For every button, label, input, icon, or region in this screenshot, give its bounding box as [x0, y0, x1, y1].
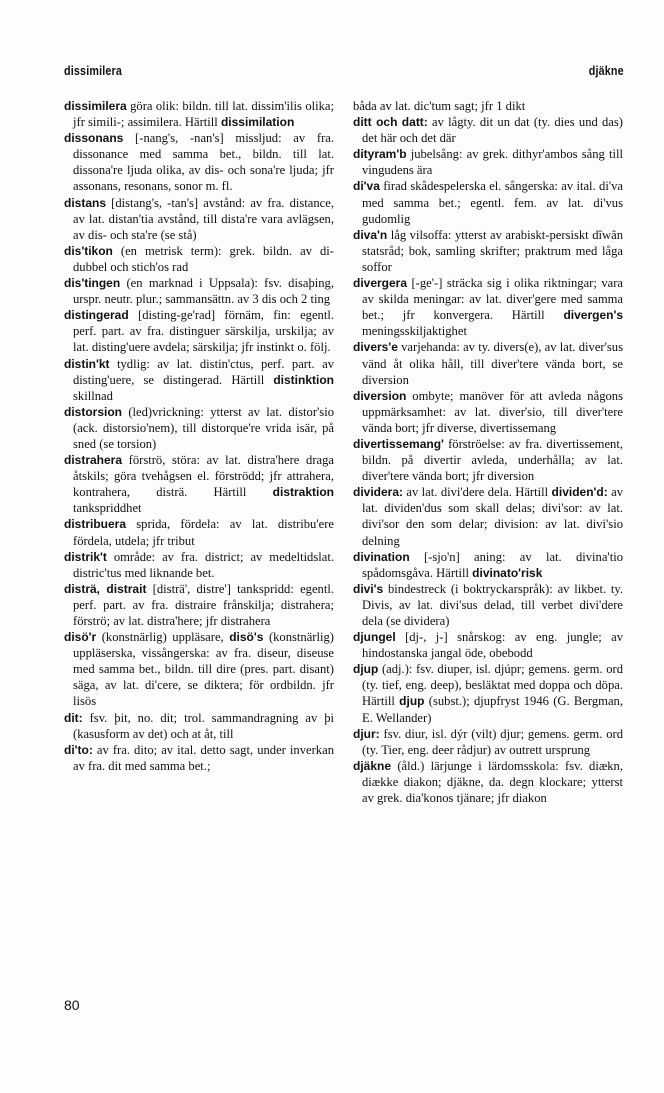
- entry-definition: jubelsång: av grek. dithyr'ambos sång till vingudens ära: [362, 147, 623, 178]
- entry-derived-word: divergen's: [563, 308, 623, 323]
- entry-headword: djäkne: [353, 758, 392, 773]
- entry-definition: [dj-, j-] snårskog: av eng. jungle; av hindostanska jangal öde, obebodd: [362, 630, 623, 661]
- entry-headword: djungel: [353, 630, 396, 645]
- page-number: 80: [64, 997, 80, 1013]
- dictionary-entry: [353, 98, 623, 114]
- entry-definition-tail: (konstnärlig) uppläserska, vissångerska: av fra. diseur, diseuse med samma bet., bildn. till dire (pres. part. disant) säga, av lat. di'cere, se diktera; för ordbildn. jfr lisös: [73, 630, 334, 709]
- entry-definition: av lat. divi'dere dela. Härtill: [403, 485, 552, 500]
- entry-derived-word: distinktion: [273, 372, 334, 387]
- entry-headword: di'to:: [64, 742, 93, 757]
- entry-headword: distingerad: [64, 308, 129, 323]
- entry-definition: [distang's, -tan's] avstånd: av fra. distance, av lat. distan'tia avstånd, till dista're vara avlägsen, av dis- och sta're (se stå): [73, 195, 334, 242]
- entry-headword: dityram'b: [353, 147, 407, 162]
- entry-headword: distribuera: [64, 517, 127, 532]
- entry-definition: (konstnärlig) uppläsare,: [96, 630, 230, 645]
- dictionary-entry: [353, 178, 623, 226]
- entry-definition: fsv. þit, no. dit; trol. sammandragning av þi (kasusform av det) och at åt, till: [73, 710, 334, 741]
- entry-definition: förströ, störa: av lat. distra'here draga åtskils; göra tvehågsen el. förströdd; jfr attrahera, kontrahera, disträ. Härtill: [73, 453, 334, 500]
- dictionary-entry: [64, 356, 334, 404]
- dictionary-entry: [64, 710, 334, 742]
- entry-derived-word: djup: [399, 694, 425, 709]
- entry-headword: disträ, distrait: [64, 581, 147, 596]
- dictionary-entry: [353, 581, 623, 629]
- entry-definition: (adj.): fsv. diuper, isl. djúpr; gemens. germ. ord (ty. tief, eng. deep), besläktat med doppa och döpa. Härtill: [362, 662, 623, 709]
- dictionary-entry: [64, 98, 334, 130]
- entry-headword: distrahera: [64, 453, 123, 468]
- entry-definition: [-ge'-] sträcka sig i olika riktningar; vara av skilda meningar: av lat. diver'gere med samma bet.; jfr konvergera. Härtill: [362, 276, 623, 323]
- right-column: [353, 98, 623, 806]
- entry-headword: distorsion: [64, 404, 123, 419]
- entry-headword: dit:: [64, 710, 83, 725]
- entry-definition: tydlig: av lat. distin'ctus, perf. part. av disting'uere, se distingerad. Härtill: [73, 356, 334, 387]
- right-guide-word: djäkne: [588, 64, 624, 78]
- entry-headword: divergera: [353, 276, 408, 291]
- entry-definition: sprida, fördela: av lat. distribu'ere fördela, utdela; jfr tribut: [73, 517, 334, 548]
- entry-headword: djur:: [353, 726, 380, 741]
- dictionary-entry: [353, 549, 623, 581]
- entry-definition: område: av fra. district; av medeltidslat. distric'tus med liknande bet.: [73, 549, 334, 580]
- entry-definition: (led)vrickning: ytterst av lat. distor'sio (ack. distorsio'nem), till distorque're vrida isär, på sned (se torsion): [73, 404, 334, 451]
- dictionary-entry: [353, 114, 623, 146]
- entry-definition: firad skådespelerska el. sångerska: av ital. di'va med samma bet.; egentl. fem. av lat. di'vus gudomlig: [362, 179, 623, 226]
- dictionary-entry: [353, 661, 623, 725]
- dictionary-entry: [64, 195, 334, 243]
- entry-headword: diversion: [353, 388, 407, 403]
- entry-headword: divers'e: [353, 340, 398, 355]
- dictionary-entry: [64, 516, 334, 548]
- entry-headword: djup: [353, 662, 379, 677]
- entry-headword: distrik't: [64, 549, 107, 564]
- dictionary-entry: [64, 549, 334, 581]
- dictionary-entry: [353, 726, 623, 758]
- dictionary-entry: [64, 581, 334, 629]
- entry-definition: (en marknad i Uppsala): fsv. disaþing, urspr. neutr. plur.; sammansättn. av 3 dis och 2 ting: [73, 276, 334, 307]
- entry-definition: fsv. diur, isl. dýr (vilt) djur; gemens. germ. ord (ty. Tier, eng. deer rådjur) av outrett ursprung: [362, 726, 623, 757]
- dictionary-entry: [64, 275, 334, 307]
- entry-headword: dissimilera: [64, 99, 127, 113]
- dictionary-entry: [64, 452, 334, 516]
- entry-headword: ditt och datt:: [353, 115, 428, 130]
- entry-derived-word: dissimilation: [220, 115, 295, 130]
- entry-headword: divi's: [353, 581, 384, 596]
- left-guide-word: dissimilera: [64, 64, 123, 78]
- entry-definition: förströelse: av fra. divertissement, bildn. på divertir avleda, underhålla; av lat. diver'tere vända bort; jfr diversion: [362, 436, 623, 484]
- entry-definition: (en metrisk term): grek. bildn. av di- dubbel och stich'os rad: [73, 243, 334, 274]
- entry-definition: [-nang's, -nan's] missljud: av fra. dissonance med samma bet., bildn. till lat. dissona're ljuda olika, av dis- och sona're ljuda; jfr assonans, resonans, sonor m. fl.: [73, 131, 334, 194]
- dictionary-entry: [64, 629, 334, 709]
- entry-headword: distans: [64, 195, 107, 210]
- entry-definition: [disträ', distre'] tankspridd: egentl. perf. part. av fra. distraire frånskilja; distrahera; förströ; av lat. distra'here; jfr distrahera: [73, 581, 335, 628]
- entry-definition: ombyte; manöver för att avleda någons uppmärksamhet: av lat. diver'sio, till diver'tere vända bort; jfr diverse, divertissemang: [362, 388, 623, 435]
- dictionary-entry: [353, 436, 623, 484]
- entry-definition: (åld.) lärjunge i lärdomsskola: fsv. diækn, diække diakon; djäkne, da. degn klockare; ytterst av grek. dia'konos tjänare; jfr diakon: [362, 758, 623, 806]
- dictionary-entry: [64, 404, 334, 452]
- dictionary-entry: [353, 484, 623, 548]
- dictionary-entry: [353, 146, 623, 178]
- entry-derived-word: distraktion: [272, 485, 334, 500]
- entry-definition-tail: tankspriddhet: [73, 501, 142, 516]
- entry-definition: låg vilsoffa: ytterst av arabiskt-persiskt dîwân statsråd; bok, samling skrifter; praktrum med låga soffor: [362, 227, 623, 274]
- entry-definition: bindestreck (i boktryckarspråk): av likbet. ty. Divis, av lat. divi'sus delad, till verbet divi'dere dela (se dividera): [362, 581, 623, 628]
- left-column: [64, 98, 334, 774]
- entry-definition: varjehanda: av ty. divers(e), av lat. diver'sus vänd åt olika håll, till diver'tere vända bort, se diversion: [362, 340, 623, 387]
- entry-definition: av lågty. dit un dat (ty. dies und das) det här och det där: [362, 115, 623, 146]
- running-header: [64, 64, 624, 80]
- entry-definition: [-sjo'n] aning: av lat. divina'tio spådomsgåva. Härtill: [362, 549, 623, 580]
- entry-derived-word: disö's: [229, 630, 264, 645]
- dictionary-entry: [353, 388, 623, 436]
- entry-headword: dis'tikon: [64, 243, 113, 258]
- entry-headword: di'va: [353, 179, 380, 194]
- entry-definition: göra olik: bildn. till lat. dissim'ilis olika; jfr simili-; assimilera. Härtill: [73, 99, 334, 130]
- dictionary-entry: [353, 275, 623, 339]
- entry-definition: båda av lat. dic'tum sagt; jfr 1 dikt: [353, 99, 526, 113]
- entry-derived-word: dividen'd:: [551, 485, 608, 500]
- entry-headword: diva'n: [353, 227, 388, 242]
- entry-headword: divination: [353, 549, 410, 564]
- entry-headword: dissonans: [64, 131, 124, 146]
- entry-headword: disö'r: [64, 630, 97, 645]
- dictionary-entry: [64, 742, 334, 774]
- entry-definition: av fra. dito; av ital. detto sagt, under inverkan av fra. dit med samma bet.;: [73, 742, 334, 773]
- entry-headword: dis'tingen: [64, 276, 121, 291]
- dictionary-entry: [353, 758, 623, 806]
- dictionary-entry: [64, 243, 334, 275]
- dictionary-entry: [353, 339, 623, 387]
- entry-derived-word: divinato'risk: [472, 565, 543, 580]
- entry-definition: [disting-ge'rad] förnäm, fin: egentl. perf. part. av fra. distinguer särskilja, urskilja; av lat. disting'uere avdela; särskilja; jfr instinkt o. följ.: [73, 308, 334, 355]
- dictionary-entry: [353, 227, 623, 275]
- dictionary-entry: [64, 130, 334, 194]
- entry-headword: dividera:: [353, 485, 404, 500]
- entry-definition-tail: meningsskiljaktighet: [362, 324, 467, 339]
- entry-definition-tail: av lat. dividen'dus som skall delas; divi'sor: av lat. divi'sor den som delar; division: av lat. divi'sio delning: [362, 485, 623, 548]
- dictionary-entry: [64, 307, 334, 355]
- entry-definition-tail: (subst.); djupfryst 1946 (G. Bergman, E. Wellander): [362, 694, 623, 725]
- entry-definition-tail: skillnad: [73, 388, 113, 403]
- entry-headword: distin'kt: [64, 356, 110, 371]
- entry-headword: divertissemang': [353, 436, 444, 451]
- dictionary-entry: [353, 629, 623, 661]
